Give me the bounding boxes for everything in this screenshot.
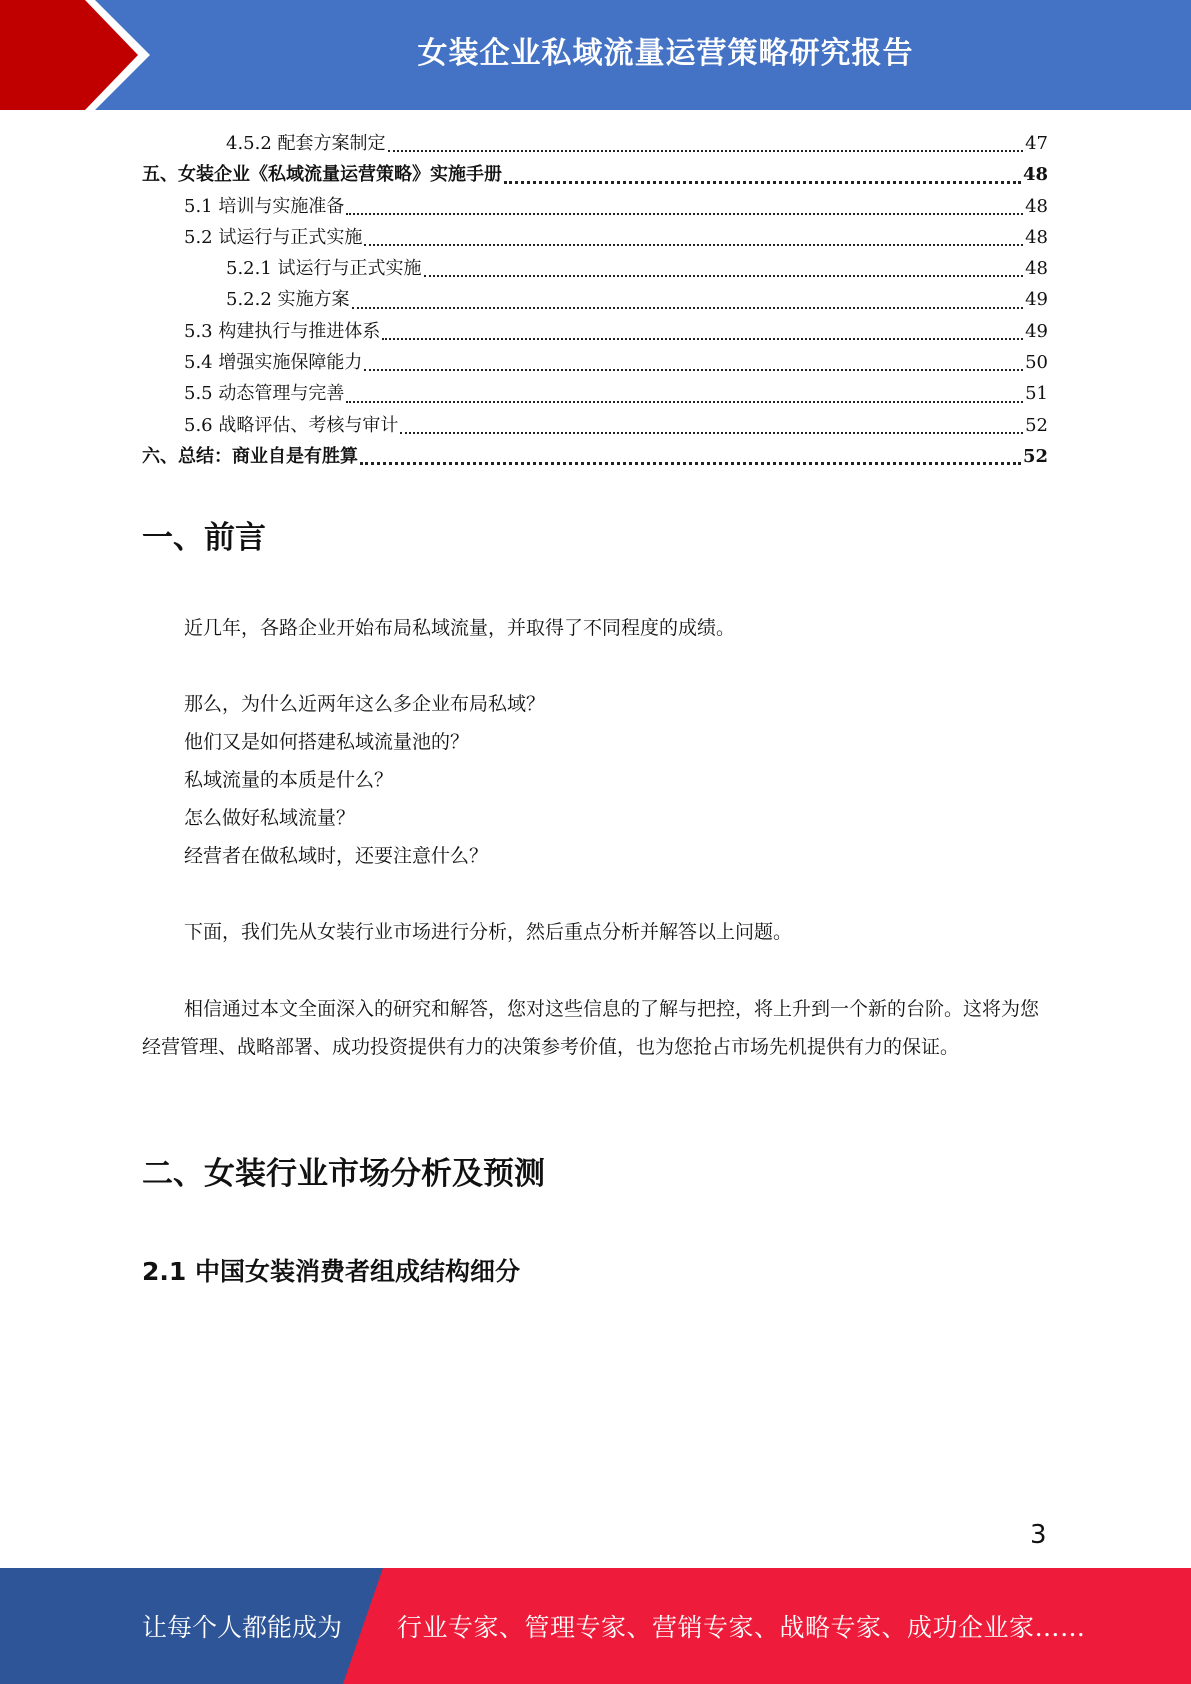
toc-entry[interactable] — [142, 128, 1048, 159]
toc-dot-leader — [364, 244, 1023, 246]
question-line: 经营者在做私域时，还要注意什么？ — [184, 845, 489, 867]
toc-entry-page: 50 — [1025, 352, 1048, 374]
toc-entry-page: 48 — [1025, 226, 1048, 248]
toc-entry-page: 48 — [1025, 195, 1048, 217]
toc-dot-leader — [352, 307, 1024, 309]
toc-entry-page: 52 — [1022, 445, 1048, 467]
page-footer — [0, 1568, 1191, 1684]
toc-entry[interactable] — [142, 441, 1048, 472]
toc-entry-page: 51 — [1025, 383, 1048, 405]
toc-entry[interactable] — [142, 191, 1048, 222]
toc-entry-label: 5.4 增强实施保障能力 — [184, 352, 363, 374]
toc-entry-label: 5.5 动态管理与完善 — [184, 383, 345, 405]
footer-slogan-right: 行业专家、管理专家、营销专家、战略专家、成功企业家…… — [397, 1613, 1086, 1642]
toc-entry[interactable] — [142, 284, 1048, 315]
toc-entry[interactable] — [142, 347, 1048, 378]
question-line: 他们又是如何搭建私域流量池的？ — [184, 731, 470, 753]
section-heading-preface: 一、前言 — [142, 520, 266, 556]
toc-dot-leader — [400, 432, 1023, 434]
table-of-contents — [142, 128, 1048, 472]
footer-slogan-left: 让每个人都能成为 — [142, 1613, 343, 1642]
toc-entry-label: 5.2.2 实施方案 — [226, 289, 350, 311]
toc-entry-page: 48 — [1022, 164, 1048, 186]
toc-entry-page: 49 — [1025, 320, 1048, 342]
toc-dot-leader — [346, 213, 1023, 215]
toc-entry-label: 六、总结：商业自是有胜算 — [142, 445, 358, 467]
toc-entry[interactable] — [142, 159, 1048, 190]
toc-entry-label: 5.3 构建执行与推进体系 — [184, 320, 381, 342]
toc-entry[interactable] — [142, 410, 1048, 441]
report-title: 女装企业私域流量运营策略研究报告 — [417, 36, 914, 71]
toc-entry-label: 4.5.2 配套方案制定 — [226, 133, 386, 154]
preface-next: 下面，我们先从女装行业市场进行分析，然后重点分析并解答以上问题。 — [184, 921, 793, 943]
toc-dot-leader — [382, 338, 1023, 340]
toc-entry[interactable] — [142, 316, 1048, 347]
toc-entry-label: 五、女装企业《私域流量运营策略》实施手册 — [142, 164, 502, 186]
question-line: 那么，为什么近两年这么多企业布局私域？ — [184, 693, 546, 715]
toc-entry[interactable] — [142, 222, 1048, 253]
toc-dot-leader — [360, 462, 1021, 465]
toc-entry-label: 5.2.1 试运行与正式实施 — [226, 258, 422, 280]
toc-entry-label: 5.2 试运行与正式实施 — [184, 226, 363, 248]
preface-closing: 相信通过本文全面深入的研究和解答，您对这些信息的了解与把控，将上升到一个新的台阶。这将为您经营管理、战略部署、成功投资提供有力的决策参考价值，也为您抢占市场先机提供有力的保证。 — [142, 998, 1040, 1058]
toc-dot-leader — [504, 181, 1021, 184]
toc-dot-leader — [388, 150, 1024, 152]
question-line: 私域流量的本质是什么？ — [184, 769, 394, 791]
question-line: 怎么做好私域流量？ — [184, 807, 356, 829]
page-header — [0, 0, 1191, 110]
toc-entry-page: 49 — [1025, 289, 1048, 311]
toc-dot-leader — [346, 401, 1023, 403]
toc-entry[interactable] — [142, 378, 1048, 409]
toc-dot-leader — [364, 369, 1023, 371]
page-number: 3 — [1030, 1520, 1047, 1550]
toc-entry-label: 5.6 战略评估、考核与审计 — [184, 414, 399, 436]
preface-intro: 近几年，各路企业开始布局私域流量，并取得了不同程度的成绩。 — [184, 617, 736, 639]
subsection-heading: 2.1 中国女装消费者组成结构细分 — [142, 1257, 520, 1286]
toc-dot-leader — [424, 275, 1024, 277]
section-heading-market: 二、女装行业市场分析及预测 — [142, 1156, 545, 1192]
toc-entry-page: 52 — [1025, 414, 1048, 436]
toc-entry-label: 5.1 培训与实施准备 — [184, 195, 345, 217]
toc-entry[interactable] — [142, 253, 1048, 284]
toc-entry-page: 47 — [1025, 133, 1048, 154]
toc-entry-page: 48 — [1025, 258, 1048, 280]
